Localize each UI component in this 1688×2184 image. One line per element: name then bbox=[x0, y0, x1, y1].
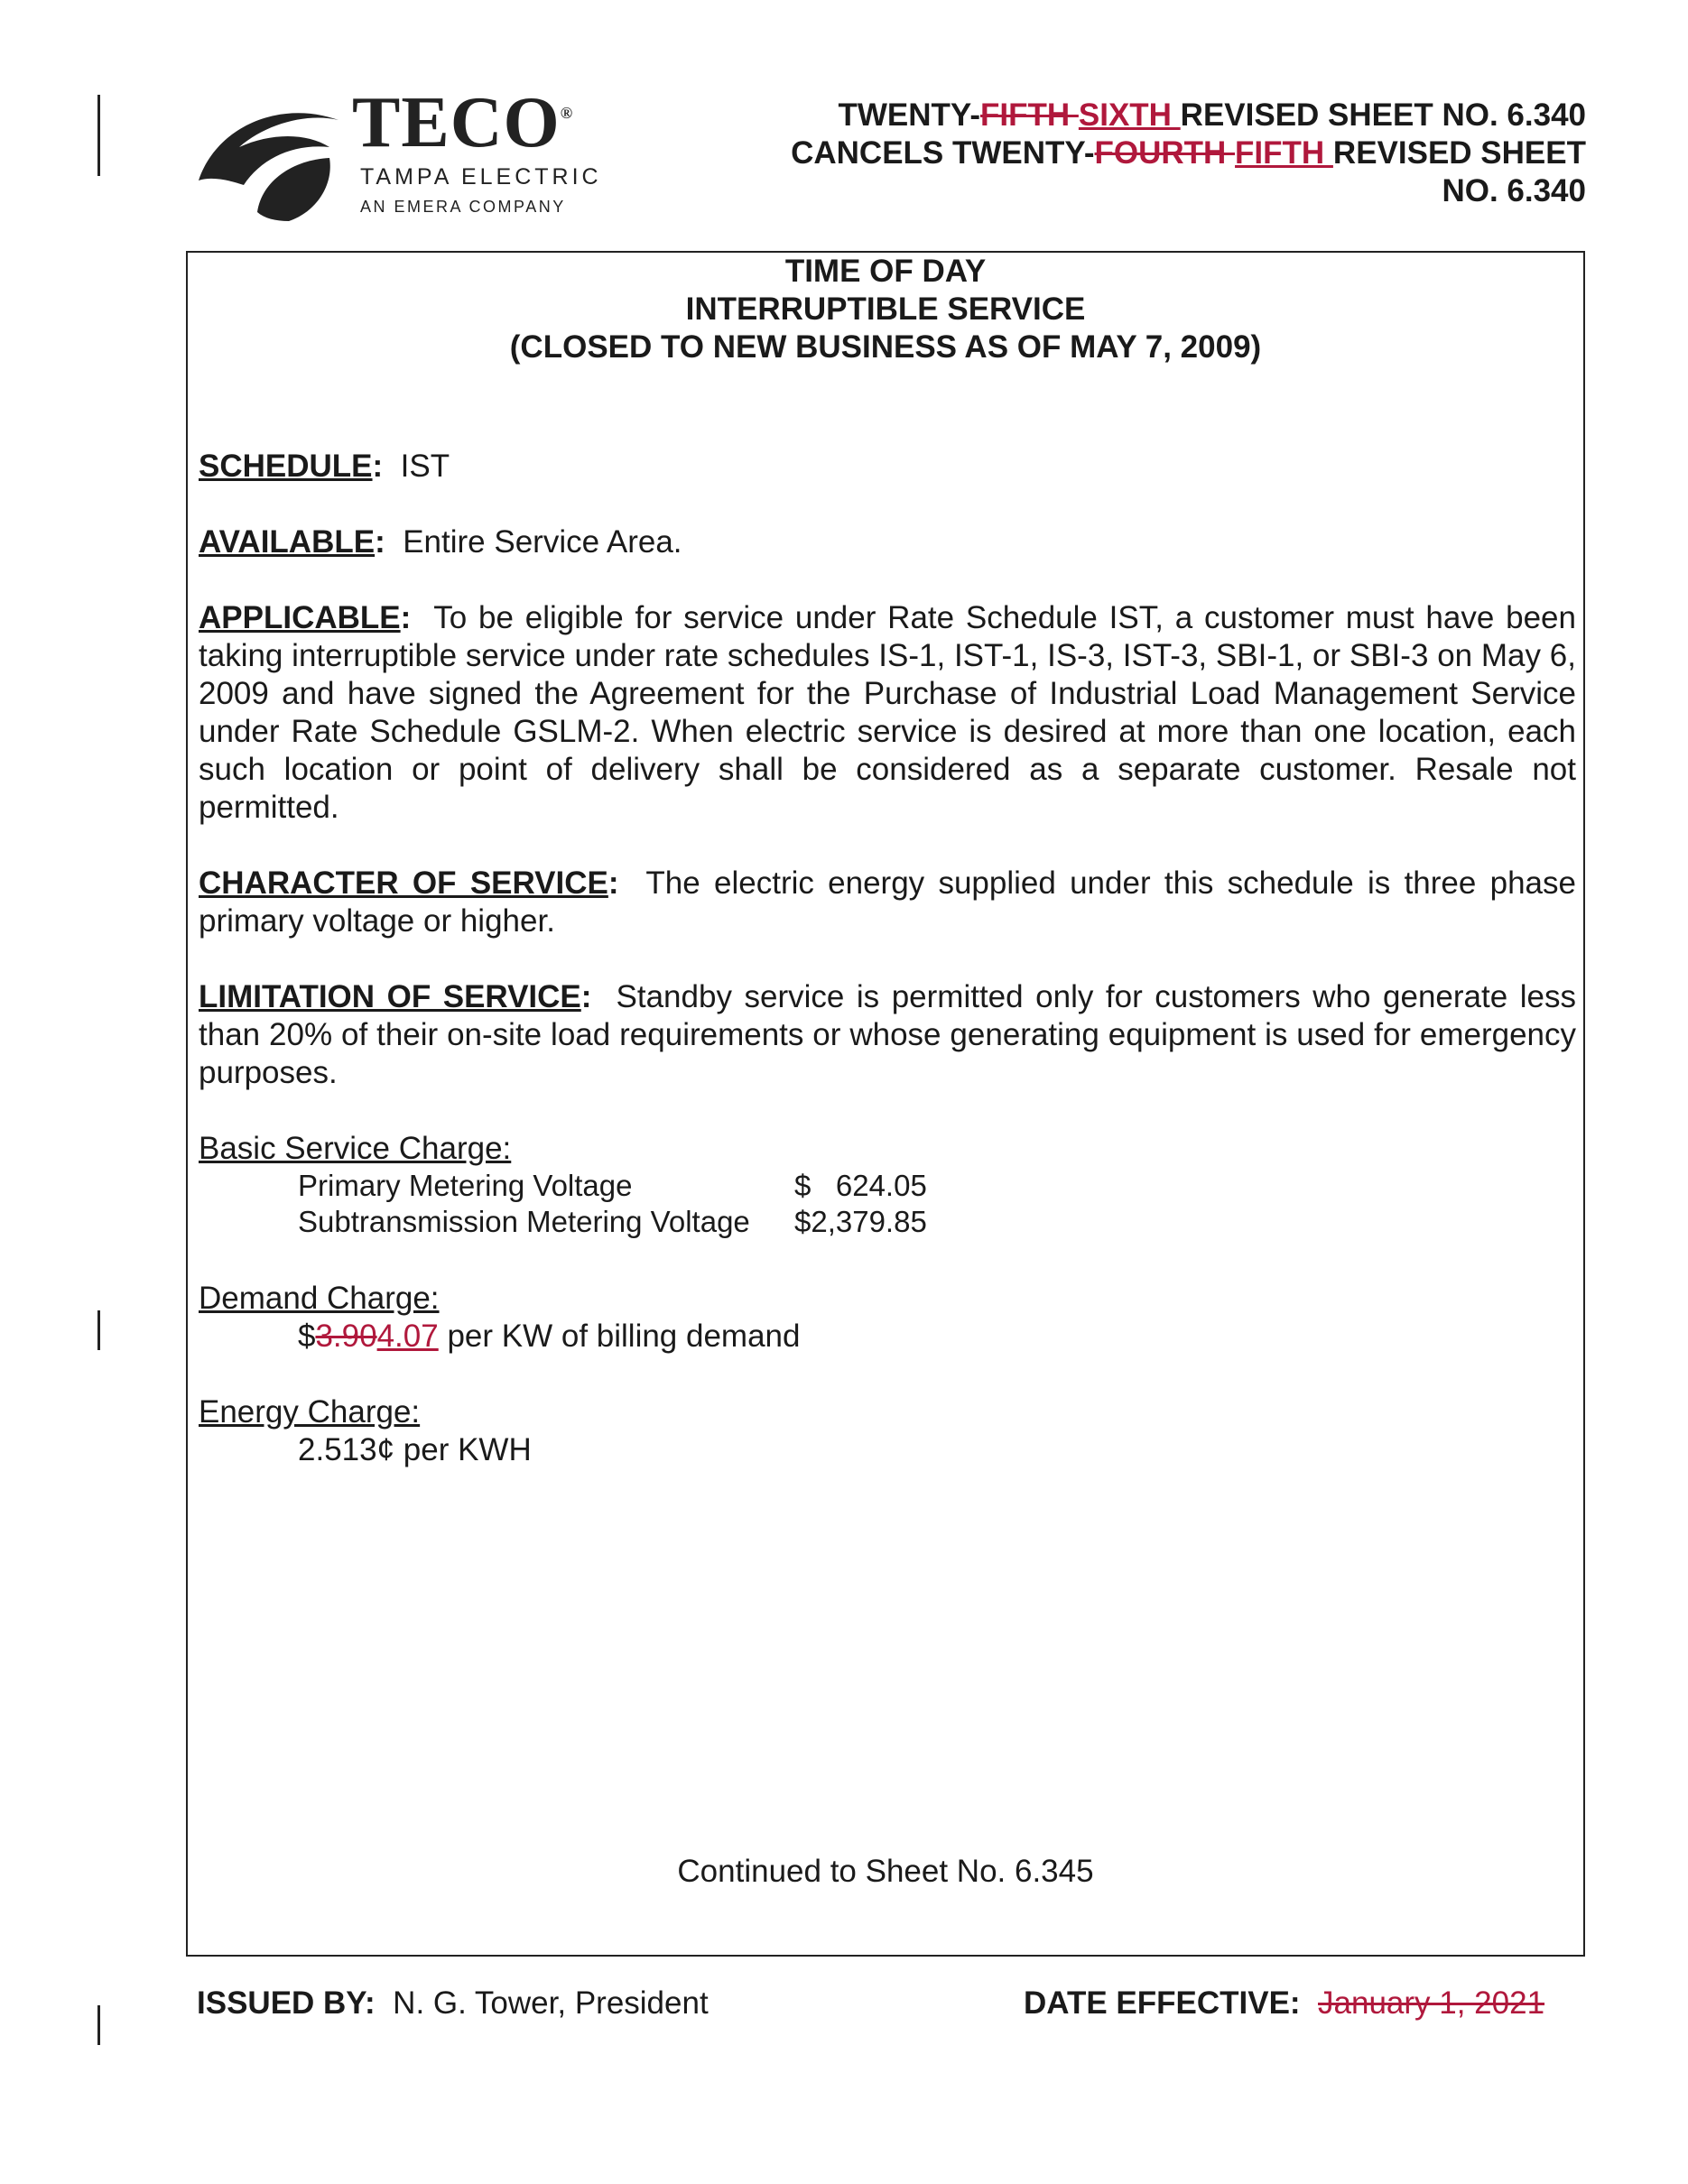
logo-tagline: AN EMERA COMPANY bbox=[360, 198, 566, 216]
revision-bar-footer bbox=[97, 2005, 100, 2045]
revision-bar-demand bbox=[97, 1310, 100, 1350]
demand-charge-heading: Demand Charge: bbox=[199, 1281, 440, 1316]
deleted-text: 3.90 bbox=[315, 1319, 377, 1354]
continued-note: Continued to Sheet No. 6.345 bbox=[677, 1854, 1094, 1889]
issued-by: ISSUED BY: N. G. Tower, President bbox=[197, 1985, 709, 2021]
teco-logo bbox=[194, 83, 663, 221]
available-section: AVAILABLE: Entire Service Area. bbox=[199, 524, 682, 560]
sheet-line-3: NO. 6.340 bbox=[1442, 173, 1586, 208]
applicable-section: APPLICABLE: To be eligible for service under Rate Schedule IST, a customer must have been taking interruptible service under rate schedules IS-1, IST-1, IS-3, IST-3, SBI-1, or SBI-3 on May 6, 2009 and have signed the Agreement for the Purchase of Industrial Load Management Service under Rate Schedule GSLM-2. When electric service is desired at more than one location, each such location or point of delivery shall be considered as a separate customer. Resale not permitted. bbox=[199, 600, 1576, 825]
schedule-section: SCHEDULE: IST bbox=[199, 449, 450, 484]
deleted-text: January 1, 2021 bbox=[1318, 1985, 1545, 2021]
date-effective: DATE EFFECTIVE: January 1, 2021 bbox=[1024, 1985, 1545, 2021]
title-line-2: INTERRUPTIBLE SERVICE bbox=[685, 292, 1086, 327]
teco-swoosh-icon bbox=[194, 95, 348, 221]
energy-charge-heading: Energy Charge: bbox=[199, 1394, 421, 1430]
inserted-text: 4.07 bbox=[376, 1319, 439, 1354]
inserted-text: SIXTH bbox=[1078, 97, 1181, 133]
title-line-3: (CLOSED TO NEW BUSINESS AS OF MAY 7, 2009) bbox=[509, 329, 1262, 365]
document-title bbox=[186, 253, 1585, 366]
title-line-1: TIME OF DAY bbox=[784, 254, 987, 289]
sheet-number-header bbox=[791, 97, 1586, 210]
basic-charge-row: Primary Metering Voltage $ 624.05 bbox=[298, 1169, 927, 1202]
sheet-line-1: TWENTY-FIFTH SIXTH REVISED SHEET NO. 6.340 bbox=[838, 97, 1586, 133]
character-of-service-section: CHARACTER OF SERVICE: The electric energy supplied under this schedule is three phase primary voltage or higher. bbox=[199, 865, 1576, 939]
logo-wordmark: TECO® bbox=[352, 83, 574, 162]
limitation-of-service-section: LIMITATION OF SERVICE: Standby service is permitted only for customers who generate less than 20% of their on-site load requirements or whose generating equipment is used for emergency purposes. bbox=[199, 979, 1576, 1090]
basic-charge-row: Subtransmission Metering Voltage $2,379.85 bbox=[298, 1205, 927, 1238]
demand-charge-value: $3.904.07 per KW of billing demand bbox=[298, 1319, 801, 1354]
deleted-text: FOURTH bbox=[1094, 135, 1236, 171]
basic-service-charge-heading: Basic Service Charge: bbox=[199, 1131, 512, 1166]
revision-bar-header bbox=[97, 95, 100, 176]
deleted-text: FIFTH bbox=[980, 97, 1079, 133]
inserted-text: FIFTH bbox=[1235, 135, 1333, 171]
sheet-line-2: CANCELS TWENTY-FOURTH FIFTH REVISED SHEET bbox=[791, 135, 1586, 171]
logo-subtitle: TAMPA ELECTRIC bbox=[360, 164, 602, 190]
energy-charge-value: 2.513¢ per KWH bbox=[298, 1432, 532, 1467]
content-border bbox=[186, 251, 1585, 1957]
